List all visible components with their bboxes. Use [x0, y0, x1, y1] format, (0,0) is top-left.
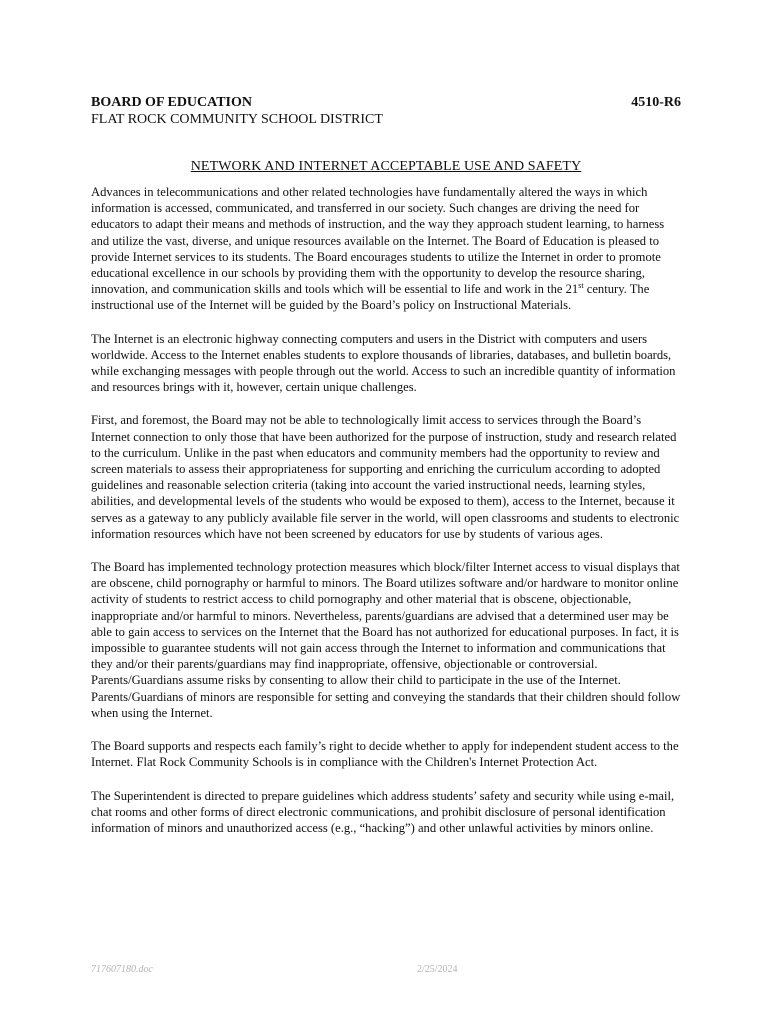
paragraph-3: First, and foremost, the Board may not be able to technologically limit access to services through the Board’s Internet connection to only those that have been authorized for the purpose of instruction, study and research related to the curriculum. Unlike in the past when educators and community members had the opportunity to review and screen materials to assess their appropriateness for supporting and enriching the curriculum according to adopted guidelines and reasonable selection criteria (taking into account the varied instructional needs, learning styles, abilities, and developmental levels of the students who would be exposed to them), access to the Internet, because it serves as a gateway to any publicly available file server in the world, will open classrooms and students to electronic information resources which have not been screened by educators for use by students of various ages. — [91, 413, 680, 541]
ordinal-superscript: st — [578, 281, 584, 291]
page-footer — [91, 964, 681, 975]
document-title: NETWORK AND INTERNET ACCEPTABLE USE AND SAFETY — [190, 159, 582, 174]
paragraph-1 — [91, 184, 681, 314]
paragraph-6: The Superintendent is directed to prepare guidelines which address students’ safety and security while using e-mail, chat rooms and other forms of direct electronic communications, and prohibit disclosure of personal identification information of minors and unauthorized access (e.g., “hacking”) and other unlawful activities by minors online. — [91, 788, 675, 835]
district-name: FLAT ROCK COMMUNITY SCHOOL DISTRICT — [91, 112, 383, 127]
paragraph-5: The Board supports and respects each family’s right to decide whether to apply for independent student access to the Internet. Flat Rock Community Schools is in compliance with the Children's Internet Protection Act. — [91, 739, 679, 770]
policy-code: 4510-R6 — [631, 95, 681, 110]
paragraph-2: The Internet is an electronic highway connecting computers and users in the District with computers and users worldwide. Access to the Internet enables students to explore thousands of libraries, databases, and bulletin boards, while exchanging messages with people through out the world. Access to such an incredible quantity of information and resources brings with it, however, certain unique challenges. — [91, 331, 676, 395]
footer-date: 2/25/2024 — [417, 964, 458, 975]
board-heading: BOARD OF EDUCATION — [91, 95, 253, 110]
document-body — [91, 184, 681, 836]
header-row — [91, 94, 681, 111]
document-page — [91, 94, 681, 853]
footer-filename: 717607180.doc — [91, 964, 153, 975]
paragraph-1-text: Advances in telecommunications and other related technologies have fundamentally altered the ways in which information is accessed, communicated, and transferred in our society. Such changes are driving the need for educators to adapt their means and methods of instruction, and the way they approach student learning, to harness and utilize the vast, diverse, and unique resources available on the Internet. The Board of Education is pleased to provide Internet services to its students. The Board encourages students to utilize the Internet in order to promote educational excellence in our schools by providing them with the opportunity to develop the resource sharing, innovation, and communication skills and tools which will be essential to life and work in the 21 — [91, 185, 665, 297]
paragraph-4: The Board has implemented technology protection measures which block/filter Internet access to visual displays that are obscene, child pornography or harmful to minors. The Board utilizes software and/or hardware to monitor online activity of students to restrict access to child pornography and other material that is obscene, objectionable, inappropriate and/or harmful to minors. Nevertheless, parents/guardians are advised that a determined user may be able to gain access to services on the Internet that the Board has not authorized for educational purposes. In fact, it is impossible to guarantee students will not gain access through the Internet to information and communications that they and/or their parents/guardians may find inappropriate, offensive, objectionable or controversial. Parents/Guardians assume risks by consenting to allow their child to participate in the use of the Internet. Parents/Guardians of minors are responsible for setting and conveying the standards that their children should follow when using the Internet. — [91, 560, 681, 720]
paragraph-1-text-cont: century. The instructional use of the Internet will be guided by the Board’s policy on Instructional Materials. — [91, 282, 650, 313]
